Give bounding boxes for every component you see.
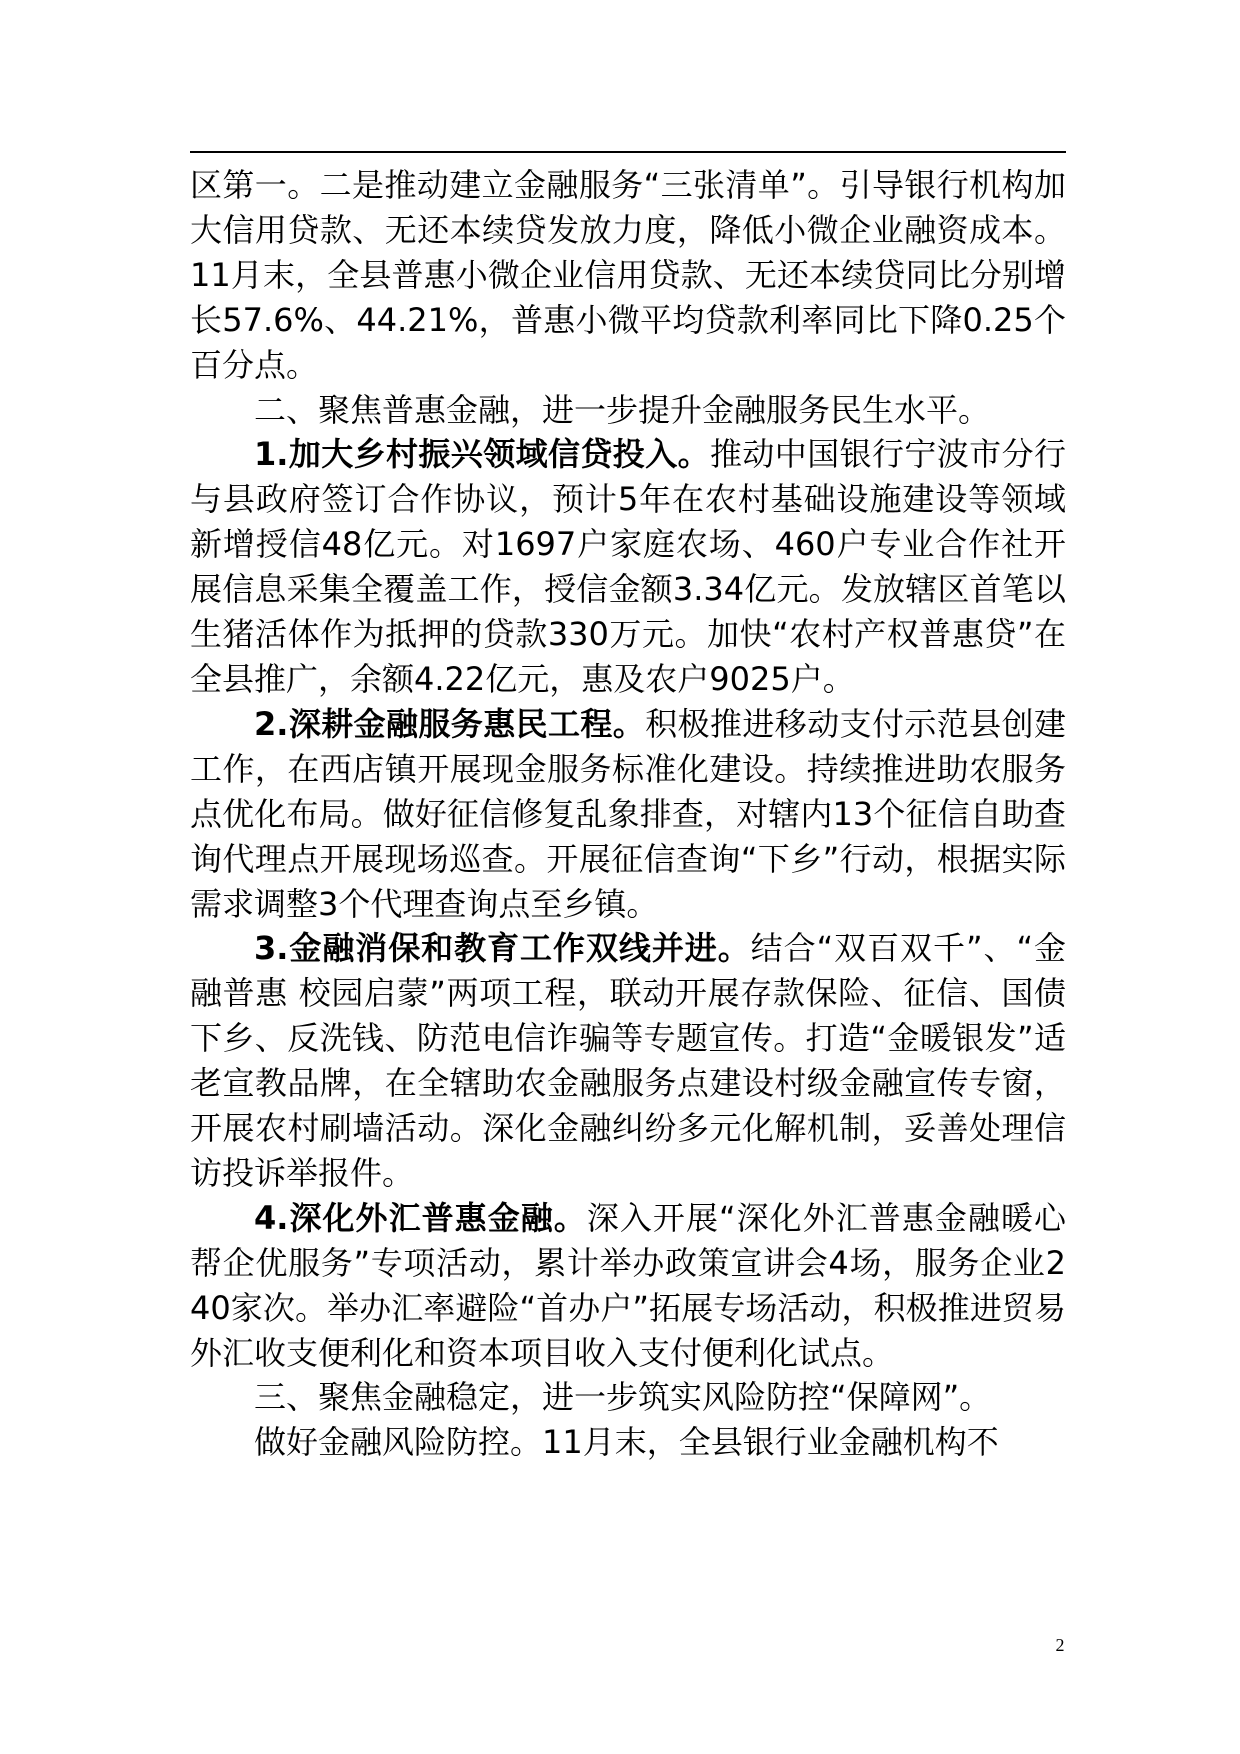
section-heading-text: 二、聚焦普惠金融，进一步提升金融服务民生水平。 bbox=[254, 390, 991, 429]
paragraph-item-3 bbox=[190, 926, 1066, 1195]
section-heading-2 bbox=[190, 388, 1066, 433]
paragraph-continuation bbox=[190, 163, 1066, 388]
paragraph-item-2 bbox=[190, 702, 1066, 927]
header-rule bbox=[190, 151, 1066, 153]
paragraph-text: 区第一。二是推动建立金融服务“三张清单”。引导银行机构加大信用贷款、无还本续贷发放力度，降低小微企业融资成本。11月末，全县普惠小微企业信用贷款、无还本续贷同比分别增长57.6%、44.21%，普惠小微平均贷款利率同比下降0.25个百分点。 bbox=[190, 166, 1066, 384]
page-number: 2 bbox=[1055, 1635, 1065, 1655]
paragraph-risk-control bbox=[190, 1420, 1066, 1465]
paragraph-text: 推动中国银行宁波市分行与县政府签订合作协议，预计5年在农村基础设施建设等领域新增授信48亿元。对1697户家庭农场、460户专业合作社开展信息采集全覆盖工作，授信金额3.34亿元。发放辖区首笔以生猪活体作为抵押的贷款330万元。加快“农村产权普惠贷”在全县推广，余额4.22亿元，惠及农户9025户。 bbox=[190, 435, 1066, 698]
paragraph-item-4 bbox=[190, 1196, 1066, 1376]
section-heading-3 bbox=[190, 1375, 1066, 1420]
paragraph-item-1 bbox=[190, 432, 1066, 701]
section-heading-text: 三、聚焦金融稳定，进一步筑实风险防控“保障网”。 bbox=[254, 1378, 992, 1417]
document-body bbox=[190, 163, 1066, 1465]
item-lead-heading: 3.金融消保和教育工作双线并进。 bbox=[254, 929, 751, 968]
item-lead-heading: 1.加大乡村振兴领域信贷投入。 bbox=[254, 435, 710, 474]
paragraph-text: 积极推进移动支付示范县创建工作，在西店镇开展现金服务标准化建设。持续推进助农服务点优化布局。做好征信修复乱象排查，对辖内13个征信自助查询代理点开展现场巡查。开展征信查询“下乡”行动，根据实际需求调整3个代理查询点至乡镇。 bbox=[190, 704, 1066, 923]
item-lead-heading: 2.深耕金融服务惠民工程。 bbox=[254, 704, 646, 743]
paragraph-text: 深入开展“深化外汇普惠金融暖心帮企优服务”专项活动，累计举办政策宣讲会4场，服务企业240家次。举办汇率避险“首办户”拓展专场活动，积极推进贸易外汇收支便利化和资本项目收入支付便利化试点。 bbox=[190, 1198, 1066, 1372]
paragraph-text: 做好金融风险防控。11月末，全县银行业金融机构不 bbox=[254, 1423, 999, 1462]
item-lead-heading: 4.深化外汇普惠金融。 bbox=[254, 1198, 587, 1237]
paragraph-text: 结合“双百双千”、“金融普惠 校园启蒙”两项工程，联动开展存款保险、征信、国债下乡、反洗钱、防范电信诈骗等专题宣传。打造“金暖银发”适老宣教品牌，在全辖助农金融服务点建设村级金融宣传专窗，开展农村刷墙活动。深化金融纠纷多元化解机制，妥善处理信访投诉举报件。 bbox=[190, 929, 1066, 1192]
